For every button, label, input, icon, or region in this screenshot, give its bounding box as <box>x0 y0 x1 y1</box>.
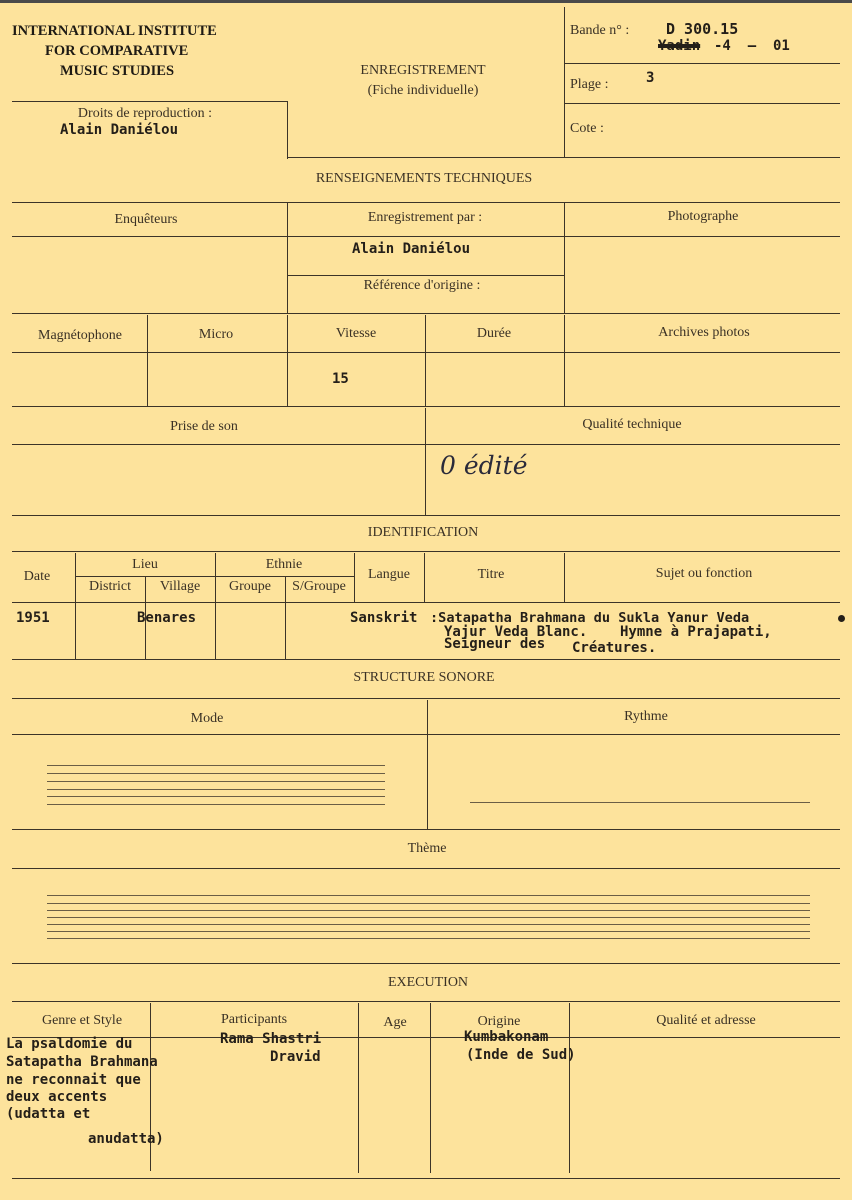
institute-name-line-3: MUSIC STUDIES <box>60 63 175 79</box>
col-genre-style: Genre et Style <box>41 1013 123 1028</box>
institute-name-line-1: INTERNATIONAL INSTITUTE <box>12 23 217 39</box>
col-photographe: Photographe <box>667 209 739 224</box>
col-sujet: Sujet ou fonction <box>655 566 753 581</box>
row-village: Benares <box>137 610 197 626</box>
col-enregistrement-par: Enregistrement par : <box>367 210 483 225</box>
col-mode: Mode <box>190 711 224 726</box>
section-structure-title: STRUCTURE SONORE <box>353 670 495 685</box>
genre-line-6: anudatta) <box>88 1131 164 1147</box>
genre-line-2: Satapatha Brahmana <box>6 1054 158 1070</box>
col-age: Age <box>383 1015 407 1030</box>
row-langue: Sanskrit <box>350 610 418 626</box>
row-titre-line-2c: Hymne à Prajapati, <box>620 624 772 640</box>
genre-line-1: La psaldomie du <box>6 1036 133 1052</box>
row-titre-line-2a: Yajur Veda Blanc. <box>444 624 588 640</box>
col-rythme: Rythme <box>624 709 668 724</box>
origine-1: Kumbakonam <box>464 1029 549 1045</box>
bande-suffix: -4 — 01 <box>714 38 790 54</box>
qualite-technique-value: 0 édité <box>440 451 528 480</box>
rights-value: Alain Daniélou <box>60 122 179 138</box>
vitesse-value: 15 <box>332 371 349 387</box>
form-title: ENREGISTREMENT <box>360 63 486 78</box>
col-prise-de-son: Prise de son <box>170 419 238 434</box>
col-district: District <box>89 579 131 594</box>
genre-line-4: deux accents <box>6 1089 108 1105</box>
form-subtitle: (Fiche individuelle) <box>367 83 479 98</box>
section-identification-title: IDENTIFICATION <box>367 525 479 540</box>
plage-value: 3 <box>646 70 655 86</box>
participant-1: Rama Shastri <box>220 1031 322 1047</box>
reference-label: Référence d'origine : <box>363 278 481 293</box>
col-sgroupe: S/Groupe <box>292 579 346 594</box>
col-groupe: Groupe <box>229 579 271 594</box>
origine-2: (Inde de Sud) <box>466 1047 576 1063</box>
row-titre-line-3: Créatures. <box>572 640 657 656</box>
col-vitesse: Vitesse <box>335 326 377 341</box>
cote-label: Cote : <box>570 121 604 136</box>
col-date: Date <box>23 569 51 584</box>
col-lieu: Lieu <box>132 557 158 572</box>
participant-2: Dravid <box>270 1049 321 1065</box>
col-duree: Durée <box>476 326 512 341</box>
col-qualite-adresse: Qualité et adresse <box>656 1013 756 1028</box>
bande-value: D 300.15 <box>666 20 739 38</box>
row-date: 1951 <box>16 610 50 626</box>
plage-label: Plage : <box>570 77 609 92</box>
genre-line-5: (udatta et <box>6 1106 91 1122</box>
rights-label: Droits de reproduction : <box>77 106 213 121</box>
section-technique-title: RENSEIGNEMENTS TECHNIQUES <box>315 171 533 186</box>
institute-name-line-2: FOR COMPARATIVE <box>45 43 189 59</box>
col-ethnie: Ethnie <box>265 557 303 572</box>
row-titre-line-1: :Satapatha Brahmana du Sukla Yanur Veda <box>430 610 750 626</box>
bande-struck: Yadin <box>658 38 701 54</box>
section-execution-title: EXECUTION <box>387 975 469 990</box>
genre-line-3: ne reconnait que <box>6 1072 141 1088</box>
col-theme: Thème <box>407 841 447 856</box>
col-langue: Langue <box>368 567 410 582</box>
col-participants: Participants <box>220 1012 288 1027</box>
bande-label: Bande n° : <box>570 23 630 38</box>
col-titre: Titre <box>477 567 505 582</box>
recorded-by-value: Alain Daniélou <box>352 241 471 257</box>
col-micro: Micro <box>198 327 234 342</box>
col-magnetophone: Magnétophone <box>38 328 122 343</box>
col-qualite-technique: Qualité technique <box>582 417 682 432</box>
col-origine: Origine <box>477 1014 521 1029</box>
row-titre-line-2b: Seigneur des <box>444 636 546 652</box>
col-enqueteurs: Enquêteurs <box>114 212 178 227</box>
col-archives-photos: Archives photos <box>658 325 750 340</box>
col-village: Village <box>159 579 201 594</box>
